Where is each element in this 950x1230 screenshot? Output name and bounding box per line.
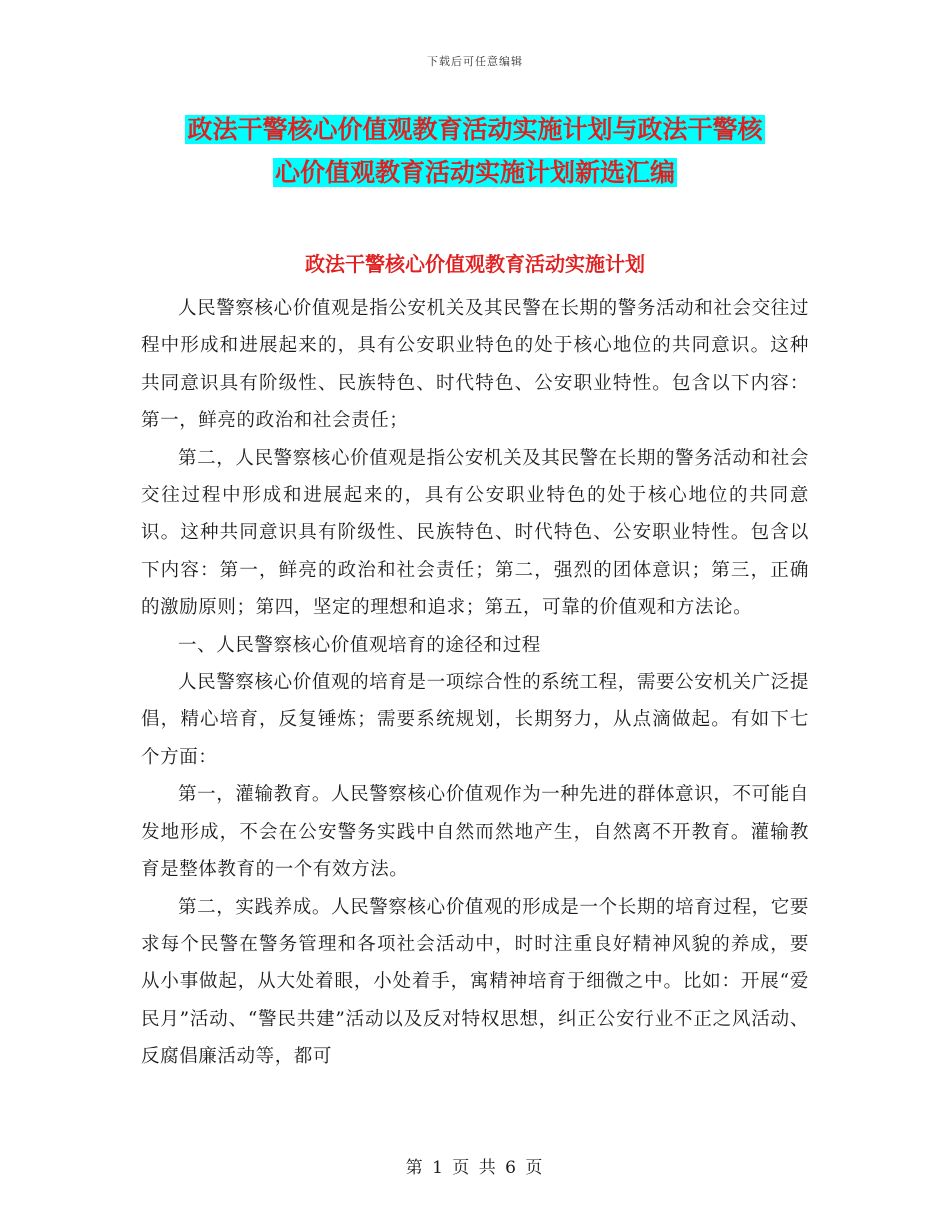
paragraph: 第一，灌输教育。人民警察核心价值观作为一种先进的群体意识，不可能自发地形成，不会在公安警务实践中自然而然地产生，自然离不开教育。灌输教育是整体教育的一个有效方法。 <box>141 784 809 881</box>
document-title-line-2-text: 心价值观教育活动实施计划新选汇编 <box>274 158 675 187</box>
header-note: 下载后可任意编辑 <box>427 55 523 68</box>
document-title-line-1 <box>0 115 950 145</box>
section-heading: 一、人民警察核心价值观培育的途径和过程 <box>178 634 541 656</box>
page-number-footer: 第 1 页 共 6 页 <box>405 1158 545 1178</box>
paragraph: 第二，实践养成。人民警察核心价值观的形成是一个长期的培育过程，它要求每个民警在警务管理和各项社会活动中，时时注重良好精神风貌的养成，要从小事做起，从大处着眼，小处着手，寓精神培育于细微之中。比如：开展“爱民月”活动、“警民共建”活动以及反对特权思想，纠正公安行业不正之风活动、反腐倡廉活动等，都可 <box>141 896 809 1068</box>
document-title-line-2 <box>0 158 950 188</box>
document-title-line-1-text: 政法干警核心价值观教育活动实施计划与政法干警核 <box>187 115 763 144</box>
paragraph: 人民警察核心价值观是指公安机关及其民警在长期的警务活动和社会交往过程中形成和进展起来的，具有公安职业特色的处于核心地位的共同意识。这种共同意识具有阶级性、民族特色、时代特色、公安职业特性。包含以下内容：第一，鲜亮的政治和社会责任； <box>141 298 809 432</box>
paragraph: 第二，人民警察核心价值观是指公安机关及其民警在长期的警务活动和社会交往过程中形成和进展起来的，具有公安职业特色的处于核心地位的共同意识。这种共同意识具有阶级性、民族特色、时代特色、公安职业特性。包含以下内容：第一，鲜亮的政治和社会责任；第二，强烈的团体意识；第三，正确的激励原则；第四，坚定的理想和追求；第五，可靠的价值观和方法论。 <box>141 447 809 619</box>
section-title: 政法干警核心价值观教育活动实施计划 <box>305 252 645 276</box>
document-body <box>141 290 809 1076</box>
paragraph: 人民警察核心价值观的培育是一项综合性的系统工程，需要公安机关广泛提倡，精心培育，反复锤炼；需要系统规划，长期努力，从点滴做起。有如下七个方面： <box>141 672 809 768</box>
